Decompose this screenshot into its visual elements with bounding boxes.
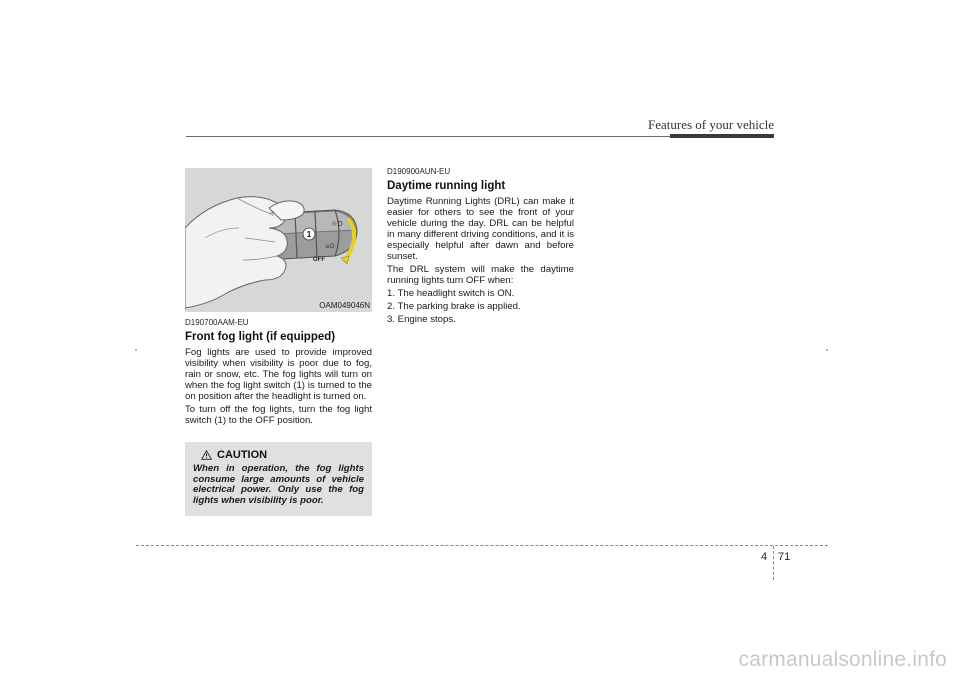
hand-on-stalk-drawing [185,168,372,312]
svg-text:≡D: ≡D [325,243,335,250]
page-number: 71 [778,551,791,563]
header-rule-accent [670,134,774,138]
caution-header [201,448,364,462]
svg-text:☼D: ☼D [331,220,343,228]
footer-rule [136,545,828,546]
svg-text:☼: ☼ [269,210,276,218]
section-heading: Front fog light (if equipped) [185,331,336,343]
section-code: D190900AUN-EU [387,167,451,176]
caution-text: When in operation, the fog lights consume large amounts of vehicle electrical power. Only use the fog lights when visibility is poor. [193,463,364,506]
paragraph: The DRL system will make the daytime running lights turn OFF when: [387,264,574,286]
watermark: carmanualsonline.info [738,648,947,671]
fog-light-section [185,318,372,428]
off-position-label: OFF [313,257,325,263]
list-item: 1. The headlight switch is ON. [387,288,515,299]
paragraph: Daytime Running Lights (DRL) can make it easier for others to see the front of your vehicle during the day. DRL can be helpful in many different driving conditions, and it is especially helpful after dawn and before sunset. [387,196,574,262]
drl-section [387,167,574,325]
callout-number: 1 [306,230,312,239]
caution-box [185,442,372,516]
list-item: 3. Engine stops. [387,314,456,325]
section-code: D190700AAM-EU [185,318,249,327]
footer-divider [773,546,774,580]
paragraph: Fog lights are used to provide improved visibility when visibility is poor due to fog, rain or snow, etc. The fog lights will turn on when the fog light switch (1) is turned to the on position after the headlight is turned on. [185,347,372,402]
warning-triangle-icon [201,450,212,460]
crop-mark [135,349,137,351]
crop-mark [826,349,828,351]
chapter-number: 4 [761,551,768,563]
section-title: Features of your vehicle [648,117,774,132]
fog-light-switch-illustration [185,168,372,312]
section-heading: Daytime running light [387,180,506,192]
list-item: 2. The parking brake is applied. [387,301,521,312]
paragraph: To turn off the fog lights, turn the fog light switch (1) to the OFF position. [185,404,372,426]
caution-title: CAUTION [217,449,268,461]
figure-code: OAM049046N [319,301,370,310]
